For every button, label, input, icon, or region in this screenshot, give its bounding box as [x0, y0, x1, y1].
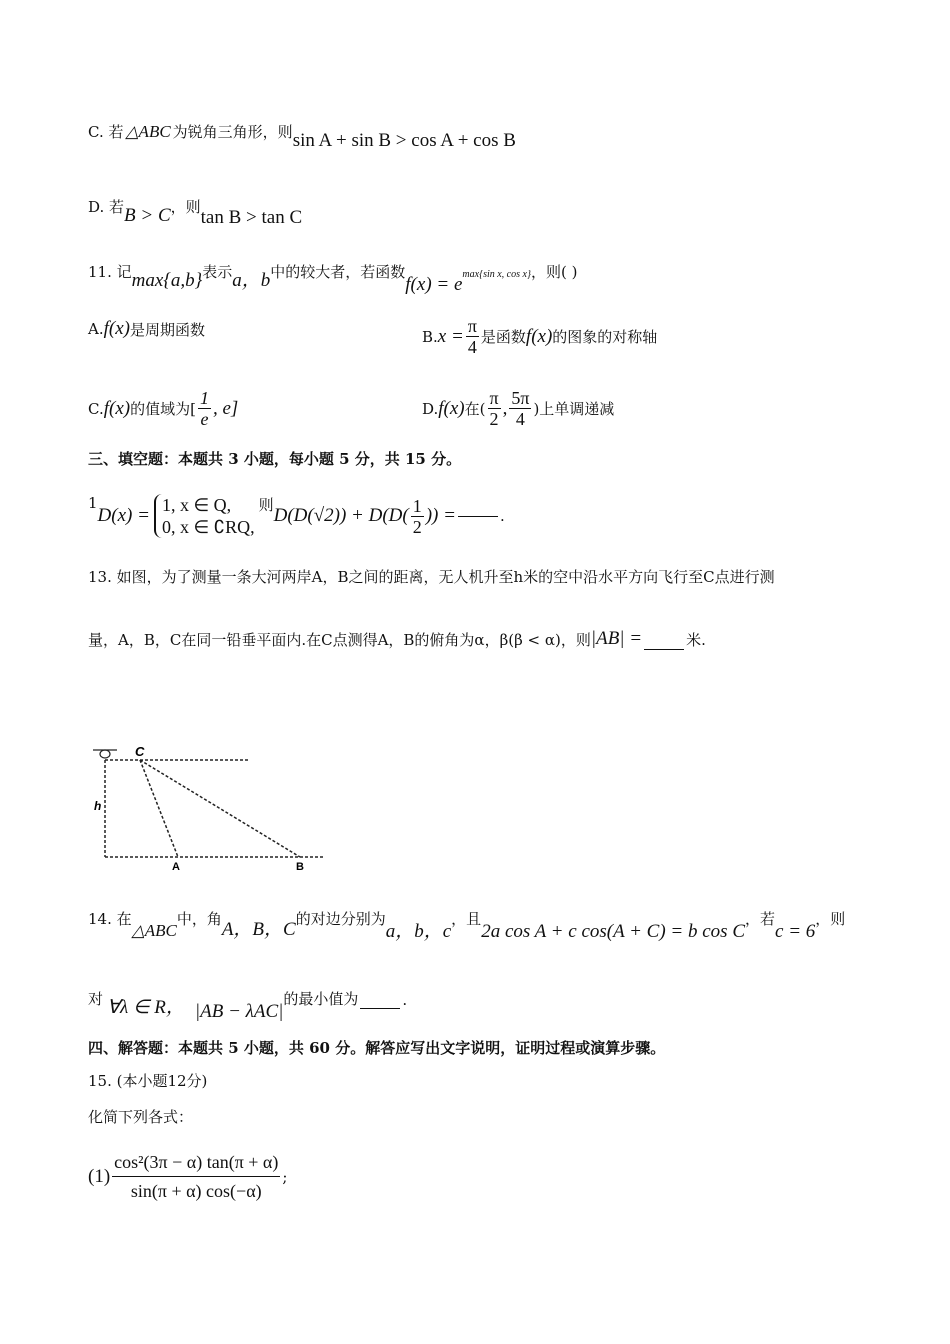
label-b: B	[296, 861, 304, 873]
math: f(x)	[103, 397, 131, 419]
denominator: 2	[412, 516, 422, 537]
math: B > C	[124, 205, 171, 226]
text: .	[402, 991, 408, 1009]
math: , e]	[212, 397, 239, 419]
q15-instruction: 化简下列各式：	[88, 1108, 194, 1126]
math: c = 6	[775, 921, 816, 942]
numerator: cos²(3π − α) tan(π + α)	[112, 1148, 280, 1177]
label-c: C	[135, 744, 145, 759]
case: 0, x ∈ ∁RQ,	[161, 517, 255, 537]
line-cb	[140, 760, 300, 857]
text: )上单调递减	[533, 400, 615, 418]
q10-option-d	[88, 195, 303, 228]
text: 对	[88, 990, 104, 1008]
fraction	[509, 388, 531, 429]
text: 中的较大者，若函数	[270, 263, 406, 281]
numerator: 5π	[511, 388, 530, 408]
fraction	[198, 388, 211, 429]
fraction	[112, 1148, 280, 1205]
math: △ABC	[131, 921, 177, 940]
math: tan B > tan C	[200, 207, 303, 228]
text: 的最小值为	[283, 990, 359, 1008]
text: ，则( )	[530, 263, 578, 281]
piecewise	[154, 494, 255, 538]
q12	[88, 494, 505, 538]
line-ca	[140, 760, 178, 857]
math: x =	[437, 325, 464, 347]
math: A，B，C	[221, 919, 296, 940]
fraction	[411, 496, 424, 537]
math: D(x) =	[97, 505, 150, 526]
q11-option-c	[88, 388, 238, 429]
text: ，则	[815, 910, 846, 928]
text: 表示	[202, 263, 233, 281]
q14-line1	[88, 902, 846, 942]
label-a: A	[172, 861, 180, 873]
text: ，则	[170, 198, 201, 216]
option-label: C.	[88, 399, 104, 418]
option-label: D. 若	[88, 198, 125, 216]
math: f(x)	[438, 397, 465, 419]
text: 在(	[464, 400, 486, 418]
text: 为锐角三角形，则	[172, 123, 293, 141]
option-label: D.	[422, 399, 439, 418]
math: )) =	[425, 505, 456, 526]
denominator: e	[200, 409, 209, 429]
question-text: 1	[88, 494, 98, 512]
text: ;	[282, 1167, 288, 1186]
q13-line1: 13. 如图，为了测量一条大河两岸A，B之间的距离，无人机升至h米的空中沿水平方向飞行至C点进行测	[88, 568, 775, 586]
math: 2a cos A + c cos(A + C) = b cos C	[481, 921, 745, 942]
option-label: B.	[422, 327, 438, 346]
q10-option-c	[88, 120, 516, 151]
answer-blank[interactable]	[360, 1008, 400, 1009]
section-4-heading: 四、解答题：本题共 5 小题，共 60 分。解答应写出文字说明，证明过程或演算步骤。	[88, 1039, 666, 1057]
text: 米.	[686, 631, 706, 649]
numerator: 1	[199, 388, 209, 408]
text: 则	[258, 496, 274, 514]
math: max{sin x, cos x}	[462, 269, 531, 280]
q15-part1	[88, 1148, 287, 1205]
math: f(x) = e	[405, 274, 463, 295]
text: 是周期函数	[129, 320, 205, 339]
text: 的图象的对称轴	[552, 328, 658, 346]
section-3-heading: 三、填空题：本题共 3 小题，每小题 5 分，共 15 分。	[88, 450, 462, 468]
numerator: π	[489, 388, 499, 408]
answer-blank[interactable]	[644, 649, 684, 650]
numerator: π	[467, 316, 477, 336]
text: 中，角	[176, 910, 222, 928]
case: 1, x ∈ Q,	[161, 495, 232, 515]
q11-stem	[88, 255, 578, 295]
math: |AB − λAC|	[194, 1001, 284, 1022]
math: max{a,b}	[131, 270, 203, 291]
text: ，若	[745, 910, 776, 928]
numerator: 1	[412, 495, 422, 516]
answer-blank[interactable]	[458, 516, 498, 517]
math: f(x)	[103, 318, 130, 339]
text: ，且	[451, 910, 482, 928]
option-label: C. 若	[88, 123, 124, 141]
math: D(D(√2)) + D(D(	[273, 505, 409, 526]
denominator: 4	[515, 409, 525, 429]
question-number: 11. 记	[88, 263, 132, 281]
text: .	[499, 507, 505, 525]
text: 量，A，B，C在同一铅垂平面内.在C点测得A，B的俯角为α，β(β < α)，则	[88, 631, 591, 649]
text: 的对边分别为	[295, 910, 386, 928]
part-label: (1)	[88, 1165, 111, 1187]
text: 是函数	[480, 328, 526, 346]
math: sin A + sin B > cos A + cos B	[292, 130, 516, 151]
q11-option-a	[88, 318, 205, 340]
q15-header: 15. (本小题12分)	[88, 1072, 208, 1090]
label-h: h	[94, 799, 102, 813]
q11-option-d: D. f(x) 在( $\frac{\pi}{2}$ , $\frac{5\pi}{4}$ )上单调递减	[422, 388, 615, 429]
question-number: 14. 在	[88, 910, 132, 928]
fraction	[488, 388, 501, 429]
q14-line2	[88, 982, 408, 1022]
q13-figure	[85, 740, 335, 875]
math: a，b	[232, 270, 271, 291]
q11-option-b	[422, 316, 657, 357]
denominator: 2	[489, 409, 499, 429]
math: △ABC	[125, 122, 171, 141]
math: a，b，c	[385, 921, 452, 942]
option-label: A.	[88, 320, 104, 338]
math: |AB| =	[590, 628, 643, 649]
drone-icon	[93, 750, 117, 758]
denominator: sin(π + α) cos(−α)	[130, 1181, 262, 1201]
q13-line2	[88, 628, 706, 650]
text: 的值域为[	[130, 400, 196, 418]
math: ∀λ ∈ R，	[107, 997, 185, 1018]
denominator: 4	[467, 337, 477, 357]
math: f(x)	[525, 325, 553, 347]
fraction	[466, 316, 479, 357]
